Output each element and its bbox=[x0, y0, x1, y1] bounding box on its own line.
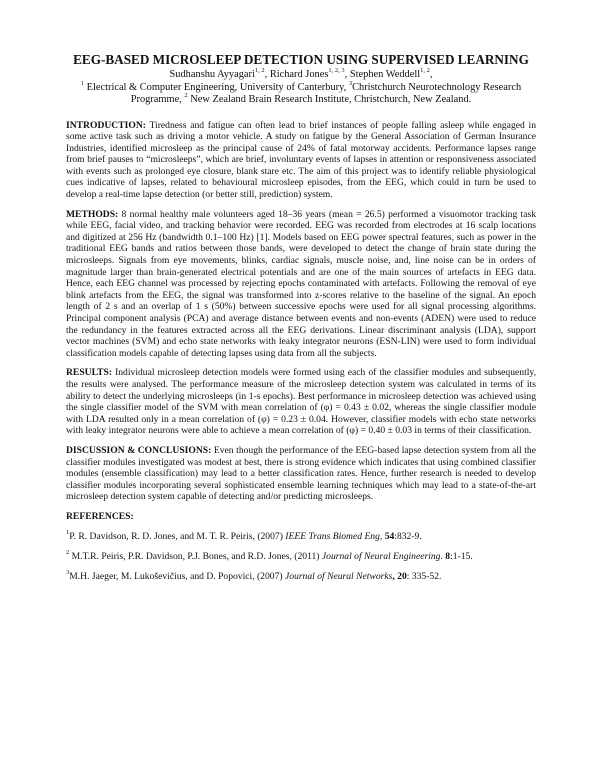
affiliation-text: Electrical & Computer Engineering, University of Canterbury, bbox=[84, 81, 349, 93]
section-body: Even though the performance of the EEG-based lapse detection system from all the classifier modules investigated was modest at best, there is strong evidence which indicates that using combined classifier modules (ensemble classification) may lead to a better classification rates. Hence, further research is needed to develop classifier modules incorporating several sophisticated ensemble learning techniques which may lead to a state-of-the-art microsleep detection system capable of detecting and/or predicting microsleeps. bbox=[66, 444, 536, 503]
reference-item bbox=[66, 531, 536, 543]
affiliation-mark: 2 bbox=[184, 92, 188, 100]
author-separator: , bbox=[344, 69, 350, 80]
reference-pages: :1-15. bbox=[450, 550, 473, 562]
reference-authors: P. R. Davidson, R. D. Jones, and M. T. R. Peiris, (2007) bbox=[69, 530, 286, 542]
references-heading: REFERENCES: bbox=[66, 510, 134, 522]
author-separator: , bbox=[429, 69, 433, 80]
author-name: Sudhanshu Ayyagari bbox=[169, 69, 255, 80]
author-list bbox=[66, 69, 536, 82]
section-discussion bbox=[66, 445, 536, 503]
author-affiliation-mark: 1, 2 bbox=[420, 67, 430, 75]
affiliation-text: New Zealand Brain Research Institute, Christchurch, New Zealand. bbox=[187, 94, 472, 105]
reference-authors: M.T.R. Peiris, P.R. Davidson, P.J. Bones, and R.D. Jones, (2011) bbox=[69, 550, 322, 562]
section-body: Tiredness and fatigue can often lead to brief instances of people falling asleep while engaged in some active task such as driving a motor vehicle. A study on fatigue by the General Association of German Insurance Industries, identified microsleep as the principal cause of 24% of fatal motorway accidents. Performance lapses range from brief pauses to “microsleeps”, which are brief, involuntary events of lapses in attention or responsiveness associated with events such as prolonged eye closure, blank stare etc. The aim of this project was to identify reliable physiological cues indicative of lapses, related to behavioural microsleep episodes, from the EEG, which could in turn be used to develop a real-time lapse detection (or better still, prediction) system. bbox=[66, 119, 536, 201]
author-name: Richard Jones bbox=[269, 69, 329, 80]
section-introduction bbox=[66, 120, 536, 201]
reference-number: 2 bbox=[66, 549, 70, 557]
reference-number: 1 bbox=[66, 529, 70, 537]
section-heading: INTRODUCTION: bbox=[66, 119, 146, 131]
reference-item bbox=[66, 571, 536, 583]
affiliations bbox=[66, 79, 536, 107]
affiliation-mark: 3 bbox=[348, 79, 353, 87]
section-methods bbox=[66, 209, 536, 360]
author-affiliation-mark: 1, 2, 3 bbox=[328, 67, 345, 75]
affiliation-mark: 1 bbox=[80, 79, 85, 87]
reference-authors: M.H. Jaeger, M. Lukoševičius, and D. Popovici, (2007) bbox=[69, 570, 285, 582]
affiliation-text: Christchurch Neurotechnology Research Programme, bbox=[130, 81, 522, 105]
reference-journal: Journal of Neural Engineering. bbox=[321, 550, 443, 562]
section-heading: METHODS: bbox=[66, 208, 119, 220]
author-separator: , bbox=[264, 69, 270, 80]
author-affiliation-mark: 1, 2 bbox=[254, 67, 265, 75]
reference-volume: , 20 bbox=[392, 570, 407, 582]
section-body: 8 normal healthy male volunteers aged 18–36 years (mean = 26.5) performed a visuomotor tracking task while EEG, facial video, and tracking behavior were recorded. EEG was recorded from electrodes at 16 scalp locations and digitized at 256 Hz (bandwidth 0.1–100 Hz) [1]. Models based on EEG power spectral features, such as power in the traditional EEG bands and ratios between those bands, were developed to detect the change of brain state during the microsleeps. Signals from eye movements, blinks, cardiac signals, muscle noise, and, line noise can be in orders of magnitude larger than brain-generated electrical potentials and are one of the main sources of artefacts in EEG data. Hence, each EEG channel was processed by rejecting epochs contaminated with artefacts. Following the removal of eye blink artefacts from the EEG, the signal was transformed into z-scores relative to the baseline of the signal. An epoch length of 2 s and an overlap of 1 s (50%) between successive epochs were used for all signal processing algorithms. Principal component analysis (PCA) and average distance between events and non-events (ADEN) were used to reduce the redundancy in the features extracted across all the EEG derivations. Linear discriminant analysis (LDA), support vector machines (SVM) and echo state networks with leaky integrator neurons (ESN-LIN) were used to form individual classification models capable of detecting lapses using data from all the subjects. bbox=[66, 208, 536, 359]
paper-title: EEG-BASED MICROSLEEP DETECTION USING SUPERVISED LEARNING bbox=[73, 52, 529, 67]
reference-volume: 54 bbox=[382, 530, 395, 542]
reference-item bbox=[66, 551, 536, 563]
reference-number: 3 bbox=[66, 569, 70, 577]
paper-page bbox=[66, 52, 536, 591]
reference-journal: IEEE Trans Biomed Eng, bbox=[285, 530, 383, 542]
section-heading: DISCUSSION & CONCLUSIONS: bbox=[66, 444, 212, 456]
reference-pages: : 335-52. bbox=[406, 570, 442, 582]
section-body: Individual microsleep detection models were formed using each of the classifier modules and subsequently, the results were analysed. The performance measure of the microsleep detection system was calculated in terms of its ability to detect the underlying microsleeps (in 1-s epochs). Best performance in microsleep detection was achieved using the single classifier model of the SVM with mean correlation of (φ) = 0.43 ± 0.02, whereas the single classifier module with LDA resulted only in a mean correlation of (φ) = 0.23 ± 0.04. However, classifier models with echo state networks with leaky integrator neurons were able to achieve a mean correlation of (φ) = 0.40 ± 0.03 in terms of their classification. bbox=[66, 367, 536, 437]
section-heading: RESULTS: bbox=[66, 367, 113, 379]
reference-volume: 8 bbox=[442, 550, 451, 562]
author-name: Stephen Weddell bbox=[349, 69, 421, 80]
reference-pages: :832-9. bbox=[394, 530, 422, 542]
section-results bbox=[66, 367, 536, 437]
reference-journal: Journal of Neural Networks bbox=[284, 570, 393, 582]
